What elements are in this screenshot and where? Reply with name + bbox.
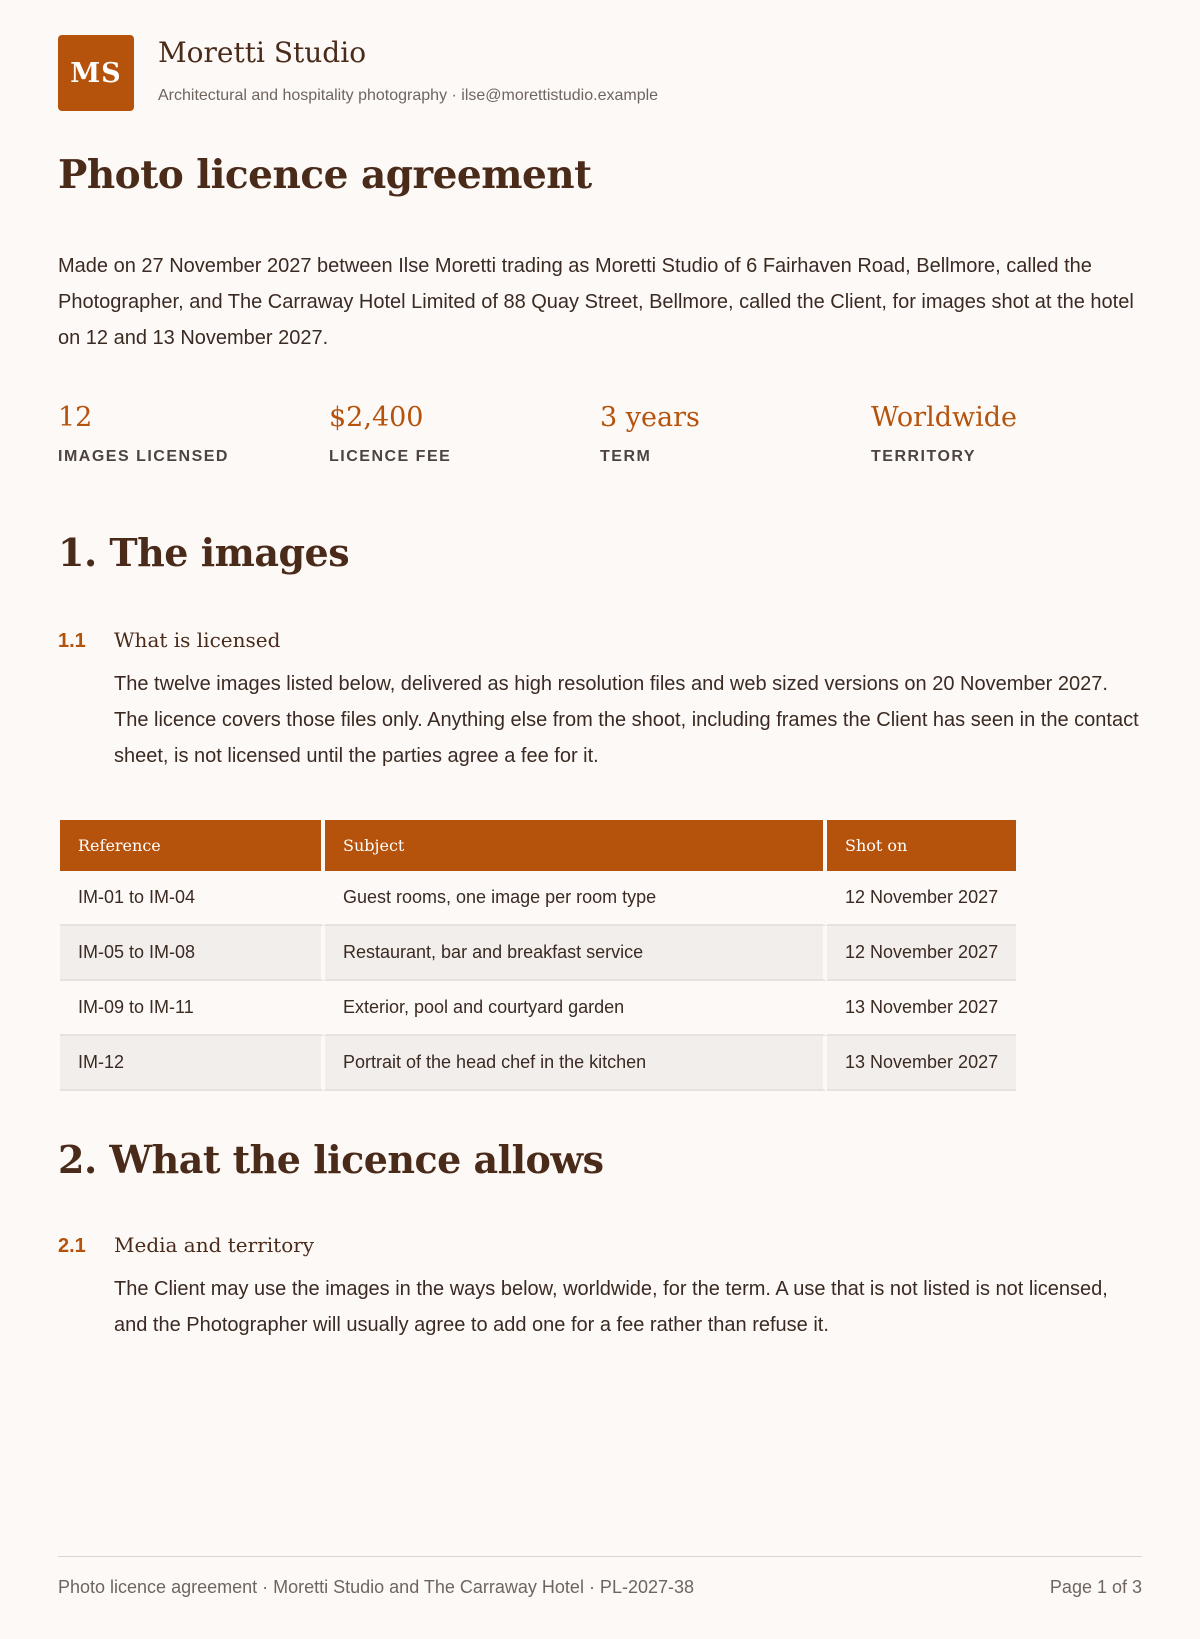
letterhead xyxy=(58,35,658,111)
cell-subject: Portrait of the head chef in the kitchen xyxy=(325,1036,827,1091)
clause-1-1-heading xyxy=(58,628,280,653)
stat-label: LICENCE FEE xyxy=(329,448,452,465)
studio-logo: MS xyxy=(58,35,134,111)
clause-2-1-body: The Client may use the images in the ways below, worldwide, for the term. A use that is not listed is not licensed, and the Photographer will usually agree to add one for a fee rather than refuse it. xyxy=(114,1278,1108,1336)
letterhead-text xyxy=(158,35,658,105)
table-row xyxy=(60,926,1016,981)
stat-value: 3 years xyxy=(600,402,700,433)
cell-shot-on: 13 November 2027 xyxy=(827,981,1016,1036)
clause-1-1-body: The twelve images listed below, delivered as high resolution files and web sized versions on 20 November 2027. The licence covers those files only. Anything else from the shoot, including frames the Client has seen in the contact sheet, is not licensed until the parties agree a fee for it. xyxy=(114,673,1139,767)
cell-shot-on: 12 November 2027 xyxy=(827,871,1016,926)
table-row xyxy=(60,981,1016,1036)
studio-tagline: Architectural and hospitality photography · ilse@morettistudio.example xyxy=(158,87,659,104)
cell-subject: Guest rooms, one image per room type xyxy=(325,871,827,926)
table-row xyxy=(60,1036,1016,1091)
document-title: Photo licence agreement xyxy=(58,152,592,198)
stat-label: IMAGES LICENSED xyxy=(58,448,229,465)
section-heading-images: 1. The images xyxy=(58,530,350,575)
clause-number: 1.1 xyxy=(58,630,86,652)
studio-name: Moretti Studio xyxy=(158,36,367,69)
clause-title: What is licensed xyxy=(114,628,281,652)
footer-divider xyxy=(58,1556,1142,1557)
images-table xyxy=(60,820,1016,1091)
column-header-subject: Subject xyxy=(325,820,827,871)
footer-document-info: Photo licence agreement · Moretti Studio and The Carraway Hotel · PL-2027-38 xyxy=(58,1577,695,1597)
cell-reference: IM-05 to IM-08 xyxy=(60,926,325,981)
stat-term xyxy=(600,400,871,466)
stat-label: TERM xyxy=(600,448,652,465)
clause-number: 2.1 xyxy=(58,1235,86,1257)
stat-value: $2,400 xyxy=(329,402,424,433)
cell-reference: IM-01 to IM-04 xyxy=(60,871,325,926)
stat-licence-fee xyxy=(329,400,600,466)
cell-shot-on: 12 November 2027 xyxy=(827,926,1016,981)
column-header-shot-on: Shot on xyxy=(827,820,1016,871)
cell-shot-on: 13 November 2027 xyxy=(827,1036,1016,1091)
footer-page-number: Page 1 of 3 xyxy=(1049,1577,1142,1597)
table-header-row xyxy=(60,820,1016,871)
cell-subject: Restaurant, bar and breakfast service xyxy=(325,926,827,981)
cell-subject: Exterior, pool and courtyard garden xyxy=(325,981,827,1036)
column-header-reference: Reference xyxy=(60,820,325,871)
stat-label: TERRITORY xyxy=(871,448,977,465)
stat-images-licensed xyxy=(58,400,329,466)
clause-2-1-heading xyxy=(58,1233,314,1258)
stat-value: Worldwide xyxy=(871,402,1018,433)
stat-value: 12 xyxy=(58,402,93,433)
cell-reference: IM-12 xyxy=(60,1036,325,1091)
section-heading-licence-allows: 2. What the licence allows xyxy=(58,1137,604,1182)
key-terms xyxy=(58,400,1142,466)
stat-territory xyxy=(871,400,1142,466)
table-row xyxy=(60,871,1016,926)
document-page xyxy=(58,0,1142,1639)
intro-paragraph: Made on 27 November 2027 between Ilse Moretti trading as Moretti Studio of 6 Fairhaven Road, Bellmore, called the Photographer, and The Carraway Hotel Limited of 88 Quay Street, Bellmore, called the Client, for images shot at the hotel on 12 and 13 November 2027. xyxy=(58,255,1134,349)
cell-reference: IM-09 to IM-11 xyxy=(60,981,325,1036)
clause-title: Media and territory xyxy=(114,1233,315,1257)
